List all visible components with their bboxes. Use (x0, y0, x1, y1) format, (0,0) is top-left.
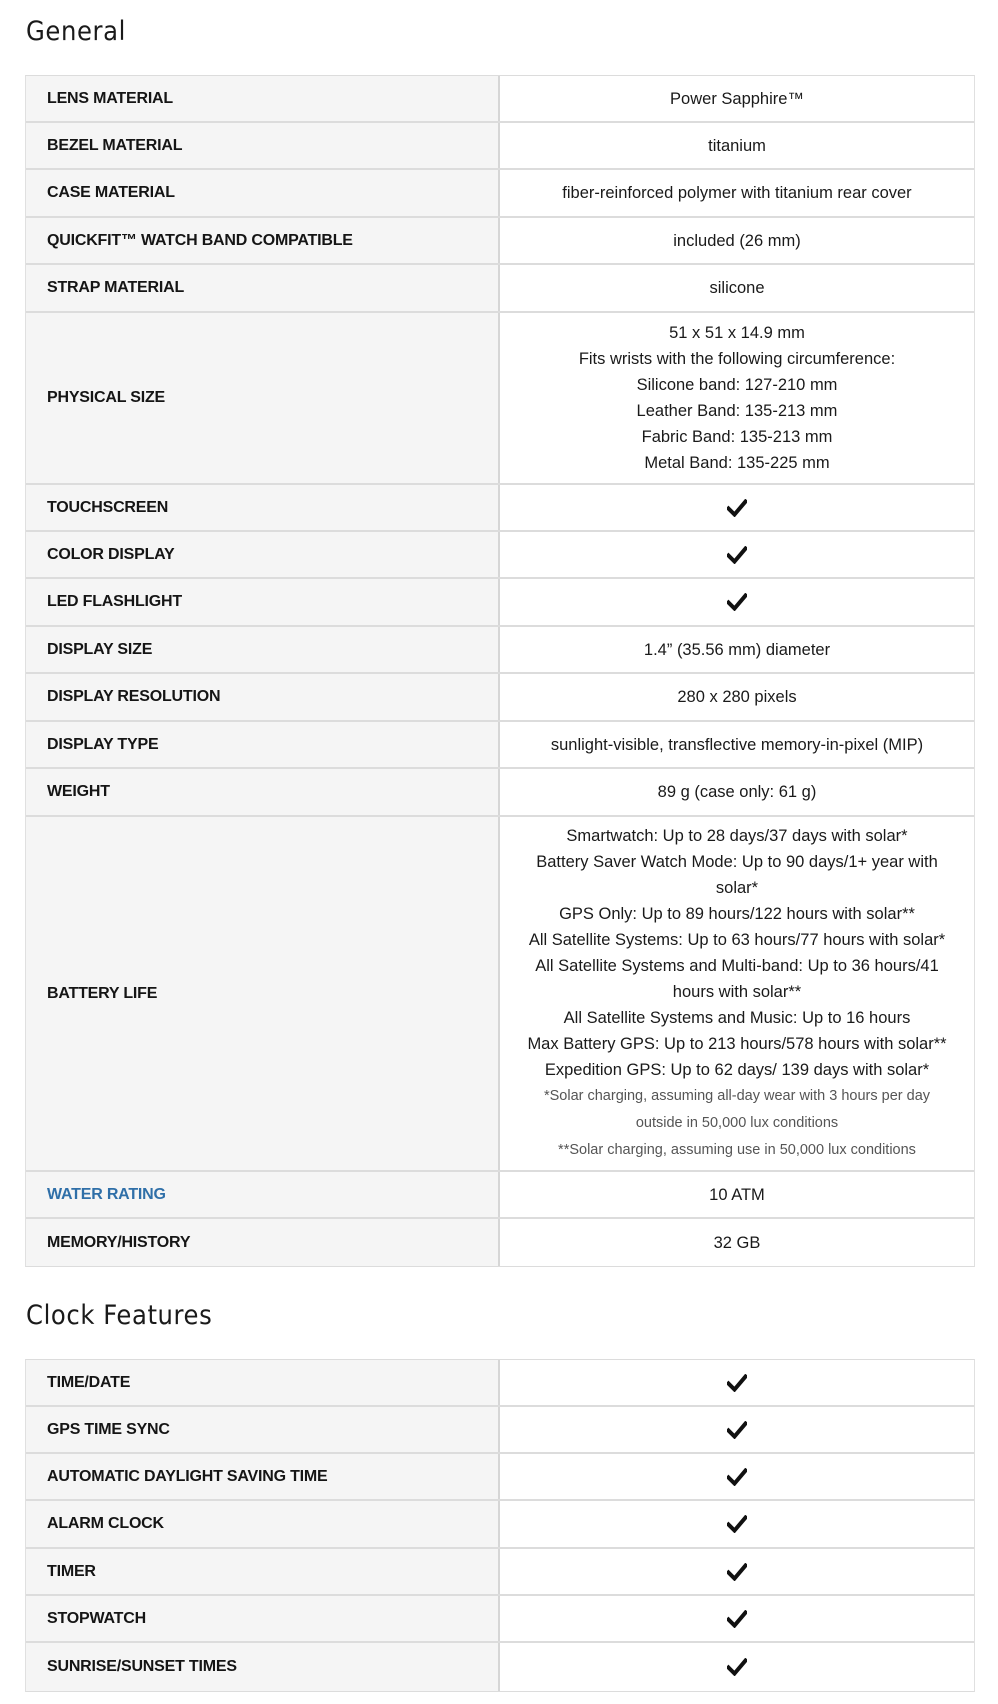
checkmark-icon (727, 593, 747, 611)
spec-value-line: GPS Only: Up to 89 hours/122 hours with solar** (559, 905, 915, 923)
spec-label: QUICKFIT™ WATCH BAND COMPATIBLE (26, 218, 500, 263)
spec-row-color-display (26, 532, 974, 579)
spec-value-line: Metal Band: 135-225 mm (644, 454, 830, 472)
spec-value-line: titanium (708, 136, 766, 155)
spec-label: TOUCHSCREEN (26, 485, 500, 530)
spec-row-physical-size (26, 313, 974, 485)
spec-label: ALARM CLOCK (26, 1501, 500, 1547)
spec-value (500, 674, 974, 720)
spec-row-display-size (26, 627, 974, 674)
spec-row-water-rating (26, 1172, 974, 1219)
spec-row-battery-life (26, 817, 974, 1172)
spec-value-line: Max Battery GPS: Up to 213 hours/578 hours with solar** (527, 1035, 947, 1053)
section-title-general: General (26, 16, 126, 47)
spec-value (500, 579, 974, 625)
spec-label: CASE MATERIAL (26, 170, 500, 216)
spec-row-strap-material (26, 265, 974, 313)
spec-row-quickfit-watch-band-compatible (26, 218, 974, 265)
spec-row-gps-time-sync (26, 1407, 974, 1454)
spec-value-line: Fits wrists with the following circumference: (578, 350, 896, 368)
spec-value (500, 170, 974, 216)
spec-value (500, 1643, 974, 1691)
spec-value-line: Fabric Band: 135-213 mm (641, 428, 833, 446)
spec-value-line: All Satellite Systems and Multi-band: Up to 36 hours/41 hours with solar** (535, 957, 939, 1001)
spec-row-memory-history (26, 1219, 974, 1266)
spec-label: LENS MATERIAL (26, 76, 500, 121)
spec-value-line: All Satellite Systems: Up to 63 hours/77 hours with solar* (528, 931, 946, 949)
spec-label: DISPLAY SIZE (26, 627, 500, 672)
spec-label: BATTERY LIFE (26, 817, 500, 1170)
spec-row-display-type (26, 722, 974, 769)
checkmark-icon (727, 1421, 747, 1439)
spec-label: DISPLAY TYPE (26, 722, 500, 767)
spec-value (500, 313, 974, 483)
spec-value (500, 627, 974, 672)
checkmark-icon (727, 1610, 747, 1628)
spec-label: BEZEL MATERIAL (26, 123, 500, 168)
spec-value-line: Battery Saver Watch Mode: Up to 90 days/1+ year with solar* (536, 853, 938, 897)
spec-value-line: 1.4” (35.56 mm) diameter (643, 640, 831, 659)
spec-label: WEIGHT (26, 769, 500, 815)
spec-value (500, 769, 974, 815)
spec-label: MEMORY/HISTORY (26, 1219, 500, 1266)
spec-value-line: 10 ATM (709, 1185, 765, 1204)
section-title-clock-features: Clock Features (26, 1300, 213, 1331)
spec-footnote: **Solar charging, assuming use in 50,000 lux conditions (558, 1142, 916, 1158)
spec-label: STOPWATCH (26, 1596, 500, 1641)
spec-row-sunrise-sunset-times (26, 1643, 974, 1691)
spec-value (500, 265, 974, 311)
spec-value-line: Leather Band: 135-213 mm (636, 402, 838, 420)
spec-row-lens-material (26, 76, 974, 123)
spec-value-line: sunlight-visible, transflective memory-in-pixel (MIP) (550, 735, 924, 754)
spec-value-line: Expedition GPS: Up to 62 days/ 139 days with solar* (544, 1061, 930, 1079)
spec-value (500, 1454, 974, 1499)
checkmark-icon (727, 546, 747, 564)
general-spec-table (25, 75, 975, 1267)
spec-label[interactable]: WATER RATING (26, 1172, 500, 1217)
spec-value-line: Power Sapphire™ (670, 89, 804, 108)
spec-row-time-date (26, 1360, 974, 1407)
spec-label: GPS TIME SYNC (26, 1407, 500, 1452)
spec-value-line: 280 x 280 pixels (677, 688, 797, 706)
spec-value (500, 218, 974, 263)
spec-value (500, 817, 974, 1170)
spec-row-alarm-clock (26, 1501, 974, 1549)
spec-row-automatic-daylight-saving-time (26, 1454, 974, 1501)
spec-value (500, 532, 974, 577)
spec-value (500, 485, 974, 530)
spec-value-line: 51 x 51 x 14.9 mm (669, 324, 805, 342)
spec-value-line: fiber-reinforced polymer with titanium rear cover (562, 184, 912, 202)
spec-value (500, 1549, 974, 1594)
spec-value (500, 1407, 974, 1452)
spec-row-weight (26, 769, 974, 817)
spec-value-line: 89 g (case only: 61 g) (657, 783, 817, 801)
checkmark-icon (727, 499, 747, 517)
spec-row-led-flashlight (26, 579, 974, 627)
spec-value (500, 1501, 974, 1547)
spec-value (500, 1596, 974, 1641)
spec-value-line: Silicone band: 127-210 mm (636, 376, 838, 394)
spec-value-line: 32 GB (713, 1233, 761, 1252)
spec-value-line: All Satellite Systems and Music: Up to 16 hours (563, 1009, 911, 1027)
spec-footnote: *Solar charging, assuming all-day wear with 3 hours per day outside in 50,000 lux conditions (543, 1088, 931, 1131)
spec-label: AUTOMATIC DAYLIGHT SAVING TIME (26, 1454, 500, 1499)
spec-label: DISPLAY RESOLUTION (26, 674, 500, 720)
spec-value (500, 1360, 974, 1405)
checkmark-icon (727, 1374, 747, 1392)
spec-value-line: included (26 mm) (673, 231, 801, 250)
spec-value-line: silicone (709, 279, 765, 297)
spec-value (500, 722, 974, 767)
checkmark-icon (727, 1515, 747, 1533)
spec-label: PHYSICAL SIZE (26, 313, 500, 483)
spec-label: TIMER (26, 1549, 500, 1594)
spec-label: SUNRISE/SUNSET TIMES (26, 1643, 500, 1691)
clock-features-spec-table (25, 1359, 975, 1692)
spec-row-case-material (26, 170, 974, 218)
spec-label: COLOR DISPLAY (26, 532, 500, 577)
spec-label: LED FLASHLIGHT (26, 579, 500, 625)
spec-value-line: Smartwatch: Up to 28 days/37 days with solar* (566, 827, 908, 845)
spec-value (500, 76, 974, 121)
spec-row-timer (26, 1549, 974, 1596)
checkmark-icon (727, 1468, 747, 1486)
checkmark-icon (727, 1563, 747, 1581)
spec-row-stopwatch (26, 1596, 974, 1643)
spec-row-display-resolution (26, 674, 974, 722)
spec-label: STRAP MATERIAL (26, 265, 500, 311)
spec-value (500, 1219, 974, 1266)
spec-value (500, 1172, 974, 1217)
spec-row-bezel-material (26, 123, 974, 170)
spec-row-touchscreen (26, 485, 974, 532)
checkmark-icon (727, 1658, 747, 1676)
spec-value (500, 123, 974, 168)
spec-label: TIME/DATE (26, 1360, 500, 1405)
